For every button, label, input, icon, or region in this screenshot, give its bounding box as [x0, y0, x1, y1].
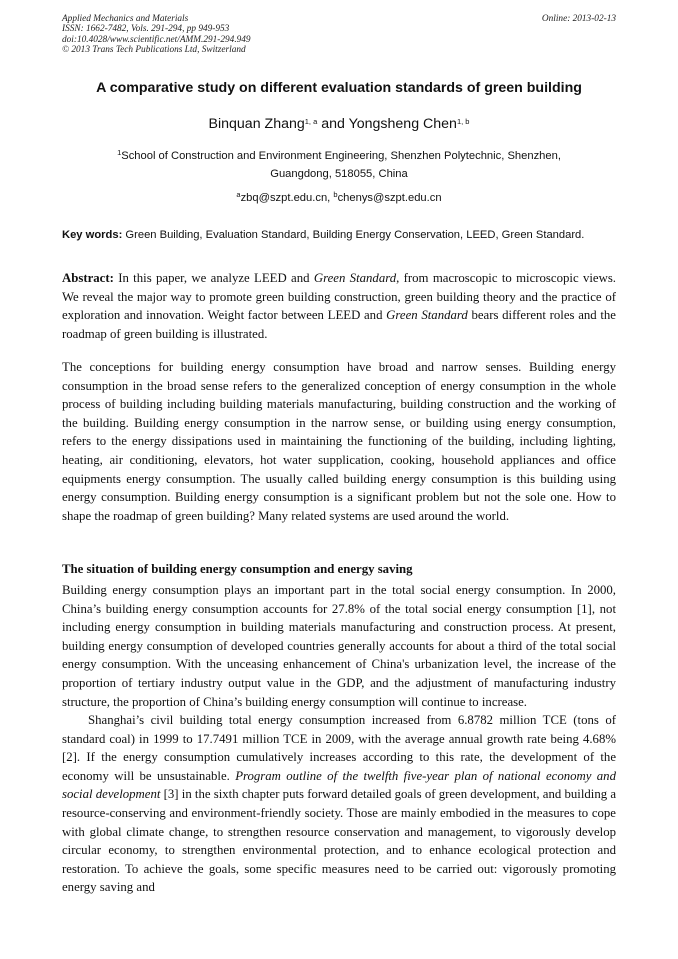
section-paragraph-1: Building energy consumption plays an important part in the total social energy consumption. In 2000, China’s building energy consumption accounts for 27.8% of the total social energy consumption [1], not including energy consumption in building materials manufacturing and construction process. At present, building energy consumption of developed countries generally accounts for about a third of the total social energy consumption. With the unceasing enhancement of China's urbanization level, the increase of the proportion of tertiary industry output value in the GDP, and the adjustment of manufacturing industry structure, the proportion of China’s building energy consumption will continue to increase. [62, 583, 616, 709]
copyright-line: © 2013 Trans Tech Publications Ltd, Switzerland [62, 44, 246, 55]
affiliation-mark: 1 [117, 148, 122, 157]
section-paragraph-2 [62, 711, 616, 897]
abstract-label: Abstract: [62, 271, 114, 285]
section-heading: The situation of building energy consumption and energy saving [62, 562, 413, 576]
journal-header [62, 14, 616, 55]
abstract-text-2: , from macroscopic to microscopic views. We reveal the major way to promote green building construction, green building theory and the practice of exploration and innovation. Weight factor between LEED and [62, 271, 616, 323]
keywords-text: Green Building, Evaluation Standard, Building Energy Conservation, LEED, Green Standard. [122, 229, 585, 241]
para2-text-2: [3] in the sixth chapter puts forward detailed goals of green development, and building a resource-conserving and environment-friendly society. Those are mainly embodied in the measures to cope with global climate change, to strengthen resource conservation and management, to vigorously develop circular economy, to strengthen environmental protection, and to enhance ecological protection and restoration. To achieve the goals, some specific measures need to be carried out: vigorously promoting energy saving and [62, 787, 617, 895]
email-a[interactable]: zbq@szpt.edu.cn, [240, 192, 334, 204]
author-conjunction: and [317, 116, 349, 132]
affiliation-text: School of Construction and Environment Engineering, Shenzhen Polytechnic, Shenzhen, Guangdong, 518055, China [121, 150, 561, 180]
abstract-green-standard-2: Green Standard [386, 308, 468, 323]
email-b[interactable]: chenys@szpt.edu.cn [337, 192, 442, 204]
author-emails [0, 190, 678, 206]
paper-title: A comparative study on different evaluation standards of green building [96, 80, 582, 96]
abstract-text-3: bears different roles and the roadmap of green building is illustrated. [62, 308, 616, 341]
abstract-green-standard-1: Green Standard [313, 271, 397, 285]
issn-line: ISSN: 1662-7482, Vols. 291-294, pp 949-953 [62, 24, 230, 35]
keywords-label: Key words: [62, 229, 123, 241]
abstract [62, 269, 616, 343]
keywords [62, 228, 616, 244]
plan-outline-title: Program outline of the twelfth five-year plan of national economy and social development [62, 768, 616, 802]
email-b-mark: b [333, 190, 338, 199]
author-2-affil-mark: 1, b [456, 117, 470, 126]
para2-text-1: Shanghai’s civil building total energy consumption increased from 6.8782 million TCE (tons of standard coal) in 1999 to 17.7491 million TCE in 2009, with the average annual growth rate being 4.68% [2]. If the energy consumption cumulatively increases according to this rate, the development of the economy will be unsustainable. [62, 713, 616, 783]
author-1: Binquan Zhang [208, 116, 305, 132]
author-1-affil-mark: 1, a [304, 117, 318, 126]
author-2: Yongsheng Chen [348, 116, 457, 132]
email-a-mark: a [236, 190, 241, 199]
journal-name: Applied Mechanics and Materials [62, 14, 189, 24]
intro-paragraph: The conceptions for building energy consumption have broad and narrow senses. Building energy consumption in the broad sense refers to the generalized conception of energy consumption in the whole process of building including building materials manufacturing, building construction and the working of the building. Building energy consumption in the narrow sense, or building using energy consumption, refers to the energy dissipations used in maintaining the functioning of the building, including lighting, heating, air conditioning, elevators, hot water supplication, cooking, household appliances and office equipments energy consumption. The usually called building energy consumption is this building using energy consumption. Building energy consumption is a significant problem but not the sole one. How to shape the roadmap of green building? Many related systems are used around the world. [62, 360, 616, 523]
doi-line: doi:10.4028/www.scientific.net/AMM.291-294.949 [62, 34, 251, 45]
abstract-text-1: In this paper, we analyze LEED and [113, 271, 314, 285]
affiliation [88, 147, 590, 183]
online-date: Online: 2013-02-13 [541, 14, 616, 24]
author-line [0, 115, 678, 133]
